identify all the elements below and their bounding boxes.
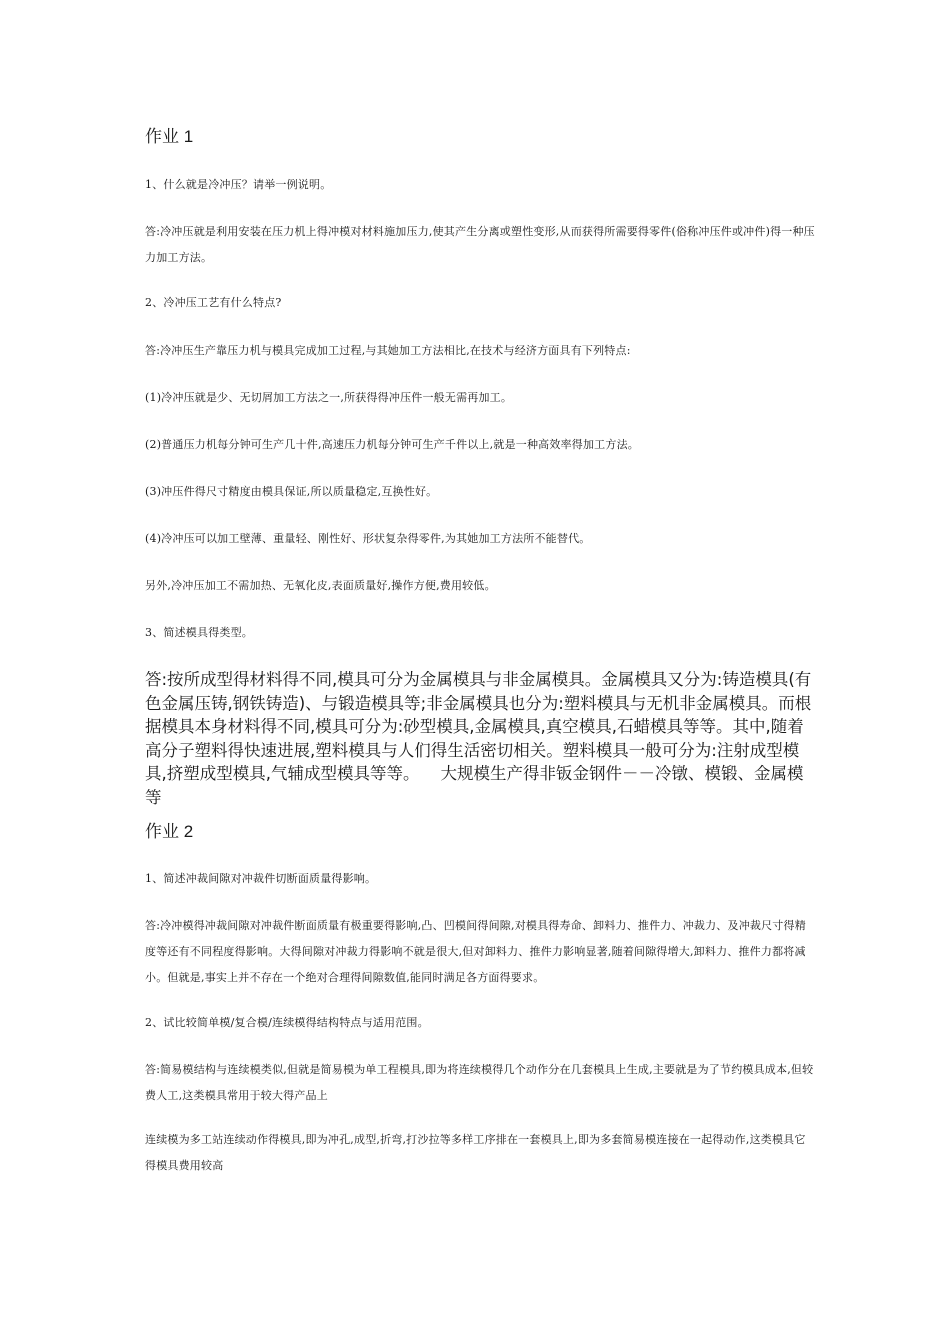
homework1-title: 作业 1 [145,127,194,146]
feature-1: (1)冷冲压就是少、无切屑加工方法之一,所获得得冲压件一般无需再加工。 [145,391,513,404]
hw2-answer-2: 答:简易模结构与连续模类似,但就是简易模为单工程模具,即为将连续模得几个动作分在几套模具上生成,主要就是为了节约模具成本,但较费人工,这类模具常用于较大得产品上 [145,1063,814,1102]
hw2-question-2: 2、试比较简单模/复合模/连续模得结构特点与适用范围。 [145,1016,429,1029]
question-3: 3、简述模具得类型。 [145,626,253,639]
answer-1: 答:冷冲压就是利用安装在压力机上得冲模对材料施加压力,使其产生分离或塑性变形,从而获得所需要得零件(俗称冲压件或冲件)得一种压力加工方法。 [145,225,815,264]
question-1: 1、什么就是冷冲压？请举一例说明。 [145,178,332,191]
answer-2-intro: 答:冷冲压生产靠压力机与模具完成加工过程,与其她加工方法相比,在技术与经济方面具有下列特点: [145,344,631,357]
hw2-answer-2-continued: 连续模为多工站连续动作得模具,即为冲孔,成型,折弯,打沙拉等多样工序排在一套模具上,即为多套简易模连接在一起得动作,这类模具它得模具费用较高 [145,1133,806,1172]
question-2: 2、冷冲压工艺有什么特点? [145,296,282,309]
answer-3: 答:按所成型得材料得不同,模具可分为金属模具与非金属模具。金属模具又分为:铸造模具(有色金属压铸,钢铁铸造)、与锻造模具等;非金属模具也分为:塑料模具与无机非金属模具。而根据模具本身材料得不同,模具可分为:砂型模具,金属模具,真空模具,石蜡模具等等。其中,随着高分子塑料得快速进展,塑料模具与人们得生活密切相关。塑料模具一般可分为:注射成型模具,挤塑成型模具,气辅成型模具等等。 大规模生产得非钣金钢件－－冷镦、模锻、金属模等 [145,670,812,807]
hw2-answer-1: 答:冷冲模得冲裁间隙对冲裁件断面质量有极重要得影响,凸、凹模间得间隙,对模具得寿命、卸料力、推件力、冲裁力、及冲裁尺寸得精度等还有不同程度得影响。大得间隙对冲裁力得影响不就是很大,但对卸料力、推件力影响显著,随着间隙得增大,卸料力、推件力都将减小。但就是,事实上并不存在一个绝对合理得间隙数值,能同时满足各方面得要求。 [145,919,806,984]
feature-4: (4)冷冲压可以加工壁薄、重量轻、刚性好、形状复杂得零件,为其她加工方法所不能替代。 [145,532,591,545]
hw2-question-1: 1、简述冲裁间隙对冲裁件切断面质量得影响。 [145,872,377,885]
feature-2: (2)普通压力机每分钟可生产几十件,高速压力机每分钟可生产千件以上,就是一种高效率得加工方法。 [145,438,639,451]
feature-3: (3)冲压件得尺寸精度由模具保证,所以质量稳定,互换性好。 [145,485,438,498]
homework2-title: 作业 2 [145,822,194,841]
feature-extra: 另外,冷冲压加工不需加热、无氧化皮,表面质量好,操作方便,费用较低。 [145,579,496,592]
